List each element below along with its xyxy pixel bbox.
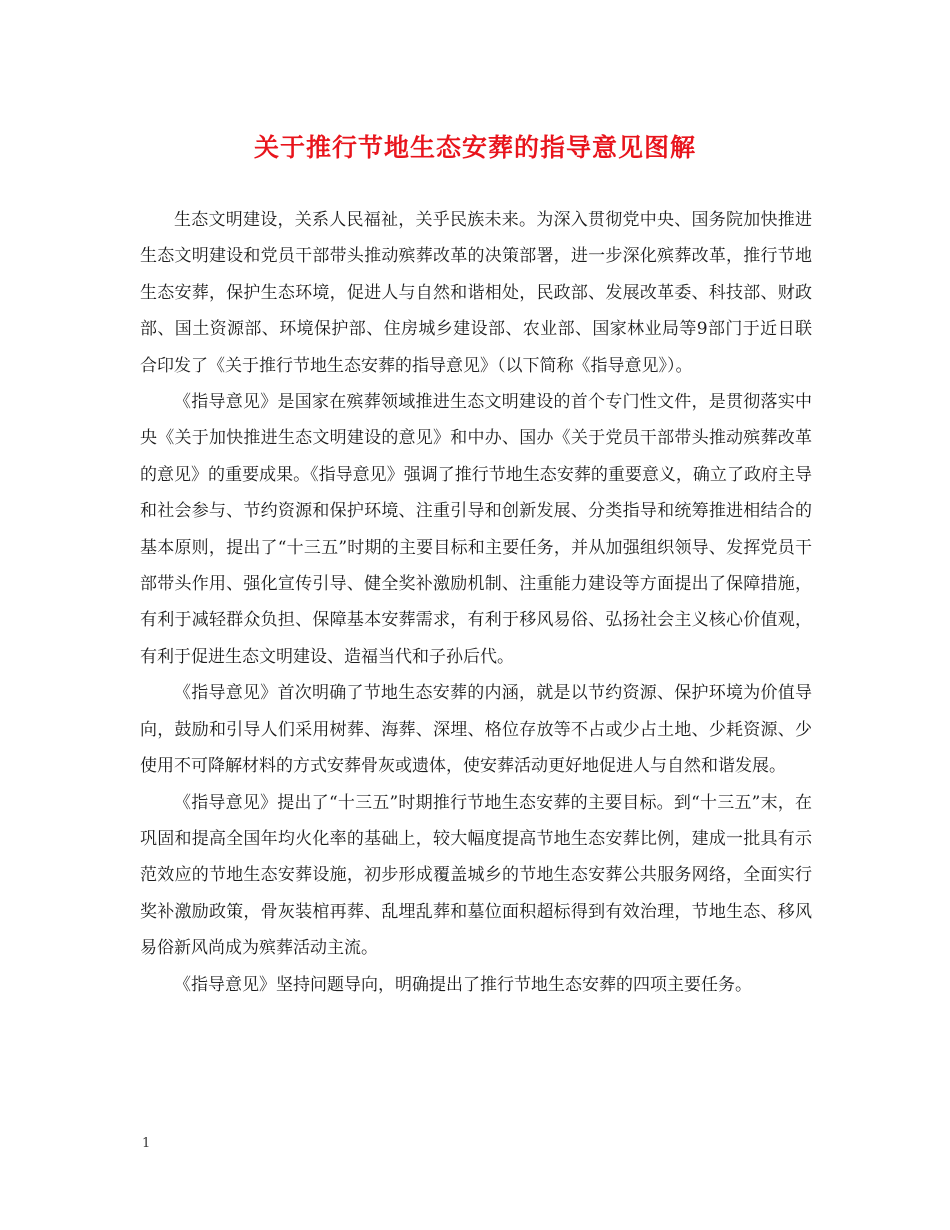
- paragraph-3: 《指导意见》首次明确了节地生态安葬的内涵，就是以节约资源、保护环境为价值导向，鼓励和引导人们采用树葬、海葬、深埋、格位存放等不占或少占土地、少耗资源、少使用不可降解材料的方式安葬骨灰或遗体，使安葬活动更好地促进人与自然和谐发展。: [140, 683, 812, 777]
- paragraph-2: 《指导意见》是国家在殡葬领域推进生态文明建设的首个专门性文件，是贯彻落实中央《关于加快推进生态文明建设的意见》和中办、国办《关于党员干部带头推动殡葬改革的意见》的重要成果。《指导意见》强调了推行节地生态安葬的重要意义，确立了政府主导和社会参与、节约资源和保护环境、注重引导和创新发展、分类指导和统筹推进相结合的基本原则，提出了“十三五”时期的主要目标和主要任务，并从加强组织领导、发挥党员干部带头作用、强化宣传引导、健全奖补激励机制、注重能力建设等方面提出了保障措施，有利于减轻群众负担、保障基本安葬需求，有利于移风易俗、弘扬社会主义核心价值观，有利于促进生态文明建设、造福当代和子孙后代。: [140, 392, 812, 667]
- document-title: 关于推行节地生态安葬的指导意见图解: [253, 133, 696, 162]
- paragraph-5: 《指导意见》坚持问题导向，明确提出了推行节地生态安葬的四项主要任务。: [174, 974, 752, 995]
- document-body: [140, 202, 812, 1003]
- paragraph-1: 生态文明建设，关系人民福祉，关乎民族未来。为深入贯彻党中央、国务院加快推进生态文明建设和党员干部带头推动殡葬改革的决策部署，进一步深化殡葬改革，推行节地生态安葬，保护生态环境，促进人与自然和谐相处，民政部、发展改革委、科技部、财政部、国土资源部、环境保护部、住房城乡建设部、农业部、国家林业局等9部门于近日联合印发了《关于推行节地生态安葬的指导意见》（以下简称《指导意见》）。: [140, 210, 812, 376]
- page-number: 1: [142, 1136, 151, 1151]
- paragraph-4: 《指导意见》提出了“十三五”时期推行节地生态安葬的主要目标。到“十三五”末，在巩固和提高全国年均火化率的基础上，较大幅度提高节地生态安葬比例，建成一批具有示范效应的节地生态安葬设施，初步形成覆盖城乡的节地生态安葬公共服务网络，全面实行奖补激励政策，骨灰装棺再葬、乱埋乱葬和墓位面积超标得到有效治理，节地生态、移风易俗新风尚成为殡葬活动主流。: [140, 792, 812, 959]
